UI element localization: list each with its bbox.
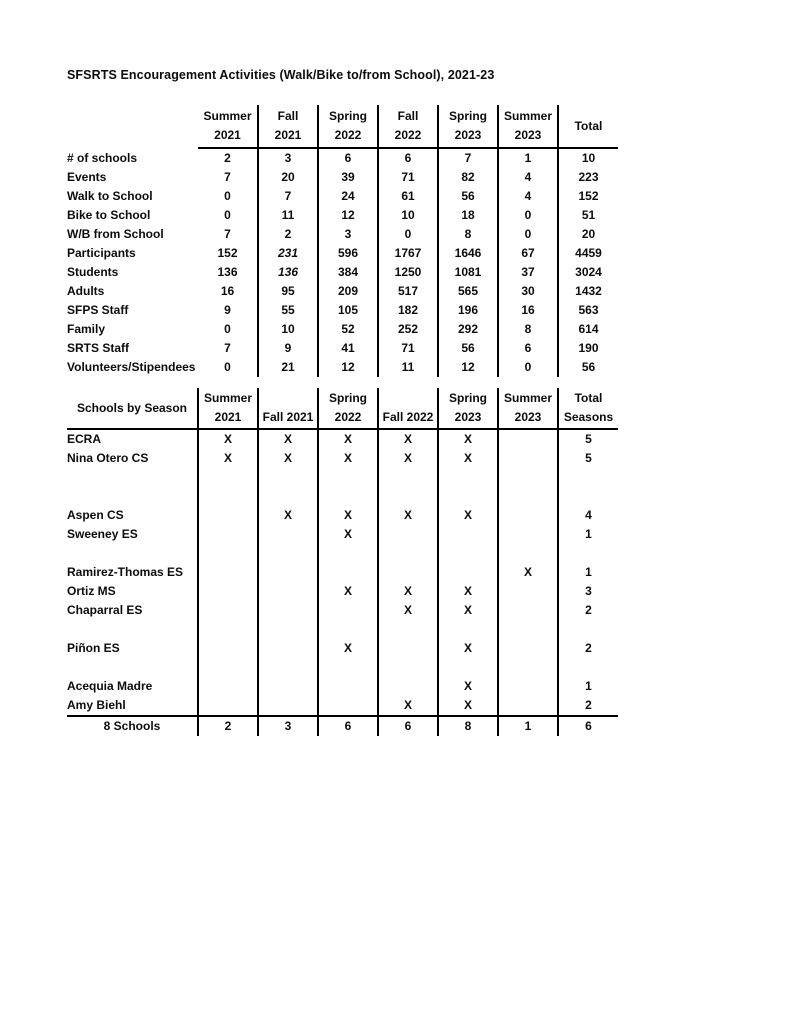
activities-table-body xyxy=(67,148,618,377)
activities-cell: 41 xyxy=(318,339,378,358)
activities-cell: 6 xyxy=(498,339,558,358)
row-label: SRTS Staff xyxy=(67,341,130,355)
activities-header-row xyxy=(67,105,618,148)
table-row xyxy=(67,563,618,582)
schools-cell xyxy=(438,658,498,677)
schools-cell: 3 xyxy=(558,582,618,601)
row-label xyxy=(67,658,198,677)
schools-cell: X xyxy=(438,639,498,658)
activities-cell: 3024 xyxy=(558,263,618,282)
row-label: Ortiz MS xyxy=(67,584,116,598)
table-row xyxy=(67,263,618,282)
schools-cell xyxy=(318,563,378,582)
schools-cell: X xyxy=(198,449,258,468)
schools-cell xyxy=(198,620,258,639)
schools-cell: 5 xyxy=(558,429,618,449)
schools-cell xyxy=(378,658,438,677)
schools-cell xyxy=(258,620,318,639)
schools-cell xyxy=(258,677,318,696)
activities-cell: 3 xyxy=(258,148,318,168)
activities-cell: 0 xyxy=(224,322,231,336)
row-label: Aspen CS xyxy=(67,508,124,522)
activities-cell: 7 xyxy=(224,170,231,184)
schools-cell: 2 xyxy=(558,601,618,620)
row-label: Walk to School xyxy=(67,189,153,203)
activities-col-header: Spring 2022 xyxy=(318,105,378,148)
schools-cell: 2 xyxy=(558,639,618,658)
row-label: Events xyxy=(67,170,107,184)
schools-cell: X xyxy=(258,429,318,449)
activities-cell: 95 xyxy=(258,282,318,301)
activities-cell: 9 xyxy=(224,303,231,317)
schools-cell xyxy=(258,582,318,601)
schools-cell xyxy=(258,468,318,487)
table-row xyxy=(67,506,618,525)
schools-total-row xyxy=(67,716,618,736)
row-label: Nina Otero CS xyxy=(67,451,149,465)
schools-cell xyxy=(498,677,558,696)
schools-cell xyxy=(498,506,558,525)
activities-cell: 12 xyxy=(318,206,378,225)
schools-cell: 1 xyxy=(558,563,618,582)
table-row xyxy=(67,468,618,487)
activities-cell: 0 xyxy=(498,358,558,377)
schools-cell xyxy=(318,487,378,506)
row-label: Adults xyxy=(67,284,105,298)
activities-cell: 21 xyxy=(258,358,318,377)
schools-cell: X xyxy=(378,506,438,525)
activities-cell: 4 xyxy=(498,187,558,206)
total-row-label: 8 Schools xyxy=(67,716,198,736)
schools-col-header: Fall 2022 xyxy=(378,388,438,429)
activities-cell: 1767 xyxy=(378,244,438,263)
schools-cell xyxy=(558,468,618,487)
activities-cell: 71 xyxy=(378,339,438,358)
schools-cell xyxy=(318,601,378,620)
schools-cell: X xyxy=(318,506,378,525)
activities-cell: 223 xyxy=(558,168,618,187)
activities-cell: 231 xyxy=(258,244,318,263)
schools-total-cell: 6 xyxy=(378,716,438,736)
schools-cell: X xyxy=(438,677,498,696)
activities-cell: 152 xyxy=(217,246,238,260)
schools-cell xyxy=(198,468,258,487)
activities-cell: 67 xyxy=(498,244,558,263)
schools-table xyxy=(67,388,618,736)
schools-cell xyxy=(498,429,558,449)
schools-cell: X xyxy=(198,429,258,449)
activities-cell: 10 xyxy=(558,148,618,168)
table-row xyxy=(67,225,618,244)
row-label: Ramirez-Thomas ES xyxy=(67,565,184,579)
activities-cell: 10 xyxy=(258,320,318,339)
schools-cell xyxy=(498,487,558,506)
activities-cell: 7 xyxy=(224,341,231,355)
activities-cell: 56 xyxy=(558,358,618,377)
schools-cell: X xyxy=(438,696,498,716)
activities-cell: 82 xyxy=(438,168,498,187)
schools-cell: X xyxy=(318,429,378,449)
activities-cell: 0 xyxy=(498,225,558,244)
schools-cell xyxy=(318,696,378,716)
activities-cell: 0 xyxy=(224,189,231,203)
table-row xyxy=(67,429,618,449)
activities-cell: 0 xyxy=(498,206,558,225)
table-row xyxy=(67,696,618,716)
row-label: Participants xyxy=(67,246,136,260)
schools-cell xyxy=(438,525,498,544)
activities-cell: 37 xyxy=(498,263,558,282)
schools-cell xyxy=(558,487,618,506)
activities-cell: 39 xyxy=(318,168,378,187)
schools-cell xyxy=(558,544,618,563)
schools-cell xyxy=(498,639,558,658)
activities-cell: 596 xyxy=(318,244,378,263)
activities-col-header: Summer 2021 xyxy=(198,105,258,148)
table-row xyxy=(67,358,618,377)
activities-cell: 1646 xyxy=(438,244,498,263)
activities-cell: 6 xyxy=(318,148,378,168)
schools-total-cell: 8 xyxy=(438,716,498,736)
schools-cell: 1 xyxy=(558,677,618,696)
table-row xyxy=(67,168,618,187)
activities-col-header: Spring 2023 xyxy=(438,105,498,148)
schools-cell: X xyxy=(438,601,498,620)
activities-cell: 61 xyxy=(378,187,438,206)
activities-cell: 10 xyxy=(378,206,438,225)
schools-cell xyxy=(558,620,618,639)
row-label: Bike to School xyxy=(67,208,151,222)
schools-cell xyxy=(498,658,558,677)
table-row xyxy=(67,677,618,696)
schools-cell xyxy=(498,696,558,716)
schools-cell xyxy=(498,601,558,620)
table-row xyxy=(67,206,618,225)
activities-cell: 7 xyxy=(438,148,498,168)
schools-cell xyxy=(498,525,558,544)
activities-cell: 56 xyxy=(438,187,498,206)
schools-cell: X xyxy=(318,582,378,601)
schools-cell: X xyxy=(378,601,438,620)
schools-cell: X xyxy=(378,429,438,449)
row-label: Sweeney ES xyxy=(67,527,138,541)
activities-cell: 252 xyxy=(378,320,438,339)
activities-col-header: Total xyxy=(558,105,618,148)
row-label: Amy Biehl xyxy=(67,698,126,712)
schools-cell xyxy=(318,658,378,677)
schools-cell xyxy=(438,544,498,563)
schools-cell xyxy=(318,544,378,563)
schools-cell: X xyxy=(438,506,498,525)
activities-cell: 0 xyxy=(224,360,231,374)
row-label: Acequia Madre xyxy=(67,679,153,693)
schools-cell: X xyxy=(258,506,318,525)
activities-cell: 292 xyxy=(438,320,498,339)
table-row xyxy=(67,525,618,544)
schools-cell xyxy=(498,620,558,639)
schools-cell xyxy=(258,487,318,506)
schools-cell xyxy=(198,696,258,716)
activities-cell: 136 xyxy=(258,263,318,282)
table-row xyxy=(67,301,618,320)
activities-cell: 1250 xyxy=(378,263,438,282)
activities-cell: 182 xyxy=(378,301,438,320)
activities-cell: 18 xyxy=(438,206,498,225)
table-row xyxy=(67,449,618,468)
schools-cell xyxy=(438,563,498,582)
row-label: Students xyxy=(67,265,119,279)
table-row xyxy=(67,148,618,168)
schools-cell xyxy=(498,582,558,601)
schools-cell xyxy=(198,582,258,601)
schools-cell xyxy=(198,601,258,620)
schools-cell xyxy=(258,639,318,658)
activities-cell: 20 xyxy=(558,225,618,244)
table-row xyxy=(67,582,618,601)
row-label xyxy=(67,544,198,563)
schools-cell: X xyxy=(498,563,558,582)
activities-cell: 0 xyxy=(224,208,231,222)
schools-cell xyxy=(258,601,318,620)
schools-cell: X xyxy=(378,449,438,468)
schools-col-header: Spring 2022 xyxy=(318,388,378,429)
schools-cell xyxy=(378,468,438,487)
schools-col-header: Total Seasons xyxy=(558,388,618,429)
schools-cell xyxy=(258,544,318,563)
activities-cell: 7 xyxy=(258,187,318,206)
activities-cell: 517 xyxy=(378,282,438,301)
schools-cell xyxy=(378,544,438,563)
schools-total-cell: 1 xyxy=(498,716,558,736)
schools-cell xyxy=(258,525,318,544)
activities-cell: 196 xyxy=(438,301,498,320)
schools-cell xyxy=(198,677,258,696)
row-label: Volunteers/Stipendees xyxy=(67,360,196,374)
schools-cell xyxy=(198,525,258,544)
schools-cell xyxy=(318,468,378,487)
schools-cell xyxy=(378,639,438,658)
activities-cell: 4459 xyxy=(558,244,618,263)
schools-cell: X xyxy=(318,449,378,468)
schools-table-body xyxy=(67,429,618,736)
activities-table xyxy=(67,105,618,377)
schools-cell: 4 xyxy=(558,506,618,525)
schools-cell: X xyxy=(438,449,498,468)
schools-cell xyxy=(378,563,438,582)
schools-total-cell: 6 xyxy=(318,716,378,736)
schools-total-cell: 6 xyxy=(558,716,618,736)
row-label: Piñon ES xyxy=(67,641,120,655)
page-title: SFSRTS Encouragement Activities (Walk/Bike to/from School), 2021-23 xyxy=(67,68,495,82)
activities-cell: 3 xyxy=(318,225,378,244)
row-label xyxy=(67,487,198,506)
schools-cell xyxy=(318,620,378,639)
schools-corner-cell: Schools by Season xyxy=(67,388,198,429)
activities-cell: 56 xyxy=(438,339,498,358)
schools-cell xyxy=(198,563,258,582)
activities-cell: 1 xyxy=(498,148,558,168)
schools-cell xyxy=(318,677,378,696)
row-label: Chaparral ES xyxy=(67,603,143,617)
schools-header-row xyxy=(67,388,618,429)
schools-cell: 1 xyxy=(558,525,618,544)
schools-cell xyxy=(438,468,498,487)
schools-cell xyxy=(378,677,438,696)
activities-cell: 12 xyxy=(438,358,498,377)
table-row xyxy=(67,658,618,677)
activities-cell: 24 xyxy=(318,187,378,206)
activities-cell: 71 xyxy=(378,168,438,187)
schools-cell xyxy=(498,449,558,468)
activities-cell: 209 xyxy=(318,282,378,301)
schools-col-header: Fall 2021 xyxy=(258,388,318,429)
schools-cell xyxy=(198,487,258,506)
activities-cell: 7 xyxy=(224,227,231,241)
row-label: ECRA xyxy=(67,432,102,446)
activities-cell: 105 xyxy=(318,301,378,320)
activities-cell: 16 xyxy=(220,284,235,298)
schools-cell xyxy=(198,639,258,658)
schools-col-header: Summer 2021 xyxy=(198,388,258,429)
schools-cell xyxy=(378,487,438,506)
table-row xyxy=(67,544,618,563)
activities-cell: 6 xyxy=(378,148,438,168)
schools-cell: X xyxy=(438,429,498,449)
activities-cell: 12 xyxy=(318,358,378,377)
activities-cell: 190 xyxy=(558,339,618,358)
schools-cell xyxy=(438,620,498,639)
activities-col-header: Summer 2023 xyxy=(498,105,558,148)
activities-cell: 563 xyxy=(558,301,618,320)
schools-cell xyxy=(258,658,318,677)
activities-cell: 52 xyxy=(318,320,378,339)
activities-col-header: Fall 2021 xyxy=(258,105,318,148)
schools-cell: X xyxy=(378,582,438,601)
schools-cell: X xyxy=(258,449,318,468)
activities-cell: 2 xyxy=(224,151,231,165)
activities-cell: 55 xyxy=(258,301,318,320)
activities-cell: 1081 xyxy=(438,263,498,282)
table-row xyxy=(67,487,618,506)
schools-cell xyxy=(498,544,558,563)
table-row xyxy=(67,601,618,620)
activities-cell: 384 xyxy=(318,263,378,282)
table-row xyxy=(67,639,618,658)
row-label: # of schools xyxy=(67,150,138,165)
activities-cell: 51 xyxy=(558,206,618,225)
activities-cell: 9 xyxy=(258,339,318,358)
table-row xyxy=(67,244,618,263)
table-row xyxy=(67,320,618,339)
table-row xyxy=(67,282,618,301)
schools-cell xyxy=(198,544,258,563)
row-label: SFPS Staff xyxy=(67,303,129,317)
activities-cell: 565 xyxy=(438,282,498,301)
row-label xyxy=(67,620,198,639)
row-label: Family xyxy=(67,322,106,336)
activities-cell: 0 xyxy=(378,225,438,244)
schools-cell: X xyxy=(318,525,378,544)
schools-cell xyxy=(498,468,558,487)
schools-cell xyxy=(558,658,618,677)
schools-cell: 2 xyxy=(558,696,618,716)
activities-cell: 614 xyxy=(558,320,618,339)
activities-cell: 152 xyxy=(558,187,618,206)
activities-cell: 136 xyxy=(217,265,238,279)
activities-cell: 4 xyxy=(498,168,558,187)
schools-cell xyxy=(198,658,258,677)
schools-total-cell: 3 xyxy=(258,716,318,736)
row-label: W/B from School xyxy=(67,227,164,241)
schools-cell: X xyxy=(318,639,378,658)
schools-cell: X xyxy=(378,696,438,716)
schools-col-header: Spring 2023 xyxy=(438,388,498,429)
schools-cell xyxy=(258,563,318,582)
activities-col-header: Fall 2022 xyxy=(378,105,438,148)
schools-col-header: Summer 2023 xyxy=(498,388,558,429)
activities-cell: 20 xyxy=(258,168,318,187)
schools-total-cell: 2 xyxy=(198,716,258,736)
activities-corner-cell xyxy=(67,105,198,148)
schools-cell xyxy=(378,525,438,544)
table-row xyxy=(67,339,618,358)
schools-cell xyxy=(378,620,438,639)
schools-cell xyxy=(438,487,498,506)
schools-cell: 5 xyxy=(558,449,618,468)
table-row xyxy=(67,620,618,639)
schools-cell xyxy=(198,506,258,525)
activities-cell: 11 xyxy=(378,358,438,377)
activities-cell: 8 xyxy=(498,320,558,339)
activities-cell: 1432 xyxy=(558,282,618,301)
activities-cell: 16 xyxy=(498,301,558,320)
activities-cell: 2 xyxy=(258,225,318,244)
row-label xyxy=(67,468,198,487)
activities-cell: 8 xyxy=(438,225,498,244)
activities-cell: 11 xyxy=(258,206,318,225)
schools-cell xyxy=(258,696,318,716)
table-row xyxy=(67,187,618,206)
activities-cell: 30 xyxy=(498,282,558,301)
schools-cell: X xyxy=(438,582,498,601)
